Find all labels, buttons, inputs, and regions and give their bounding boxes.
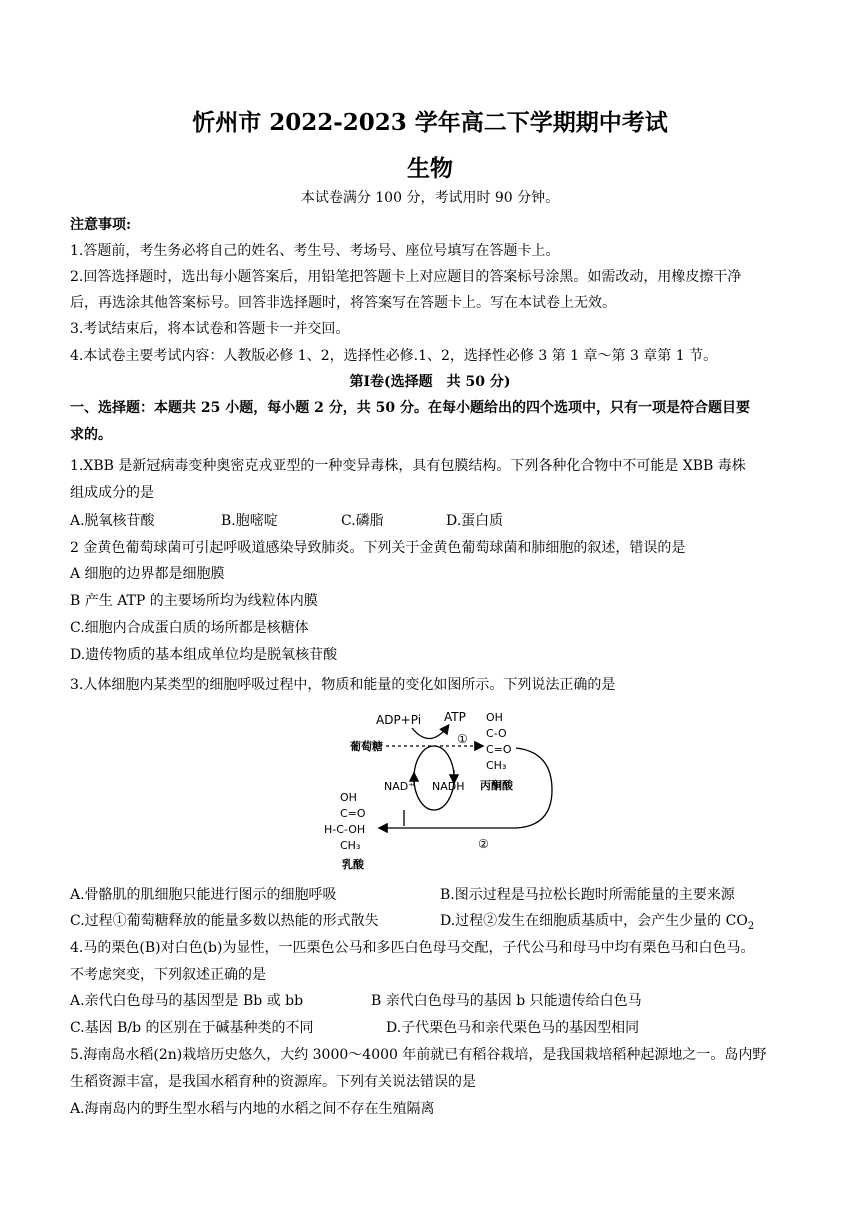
q1-option-b: B.胞嘧啶	[221, 513, 278, 529]
pyruvate-label: 丙酮酸	[480, 779, 513, 792]
q1-option-d: D.蛋白质	[446, 513, 504, 529]
step2-label: ②	[478, 837, 489, 851]
q5-option-a: A.海南岛内的野生型水稻与内地的水稻之间不存在生殖隔离	[70, 1101, 435, 1117]
q4-option-d: D.子代栗色马和亲代栗色马的基因型相同	[386, 1020, 640, 1036]
q1-option-c: C.磷脂	[341, 513, 384, 529]
q1-stem-b: 组成成分的是	[70, 485, 154, 501]
q4-stem-a: 4.马的栗色(B)对白色(b)为显性，一匹栗色公马和多匹白色母马交配，子代公马和母马中均有栗色马和白色马。	[70, 940, 755, 956]
q4-stem-b: 不考虑突变，下列叙述正确的是	[70, 967, 266, 983]
q1-option-a: A.脱氧核苷酸	[70, 513, 155, 529]
notes-heading: 注意事项:	[70, 217, 132, 233]
q2-option-c: C.细胞内合成蛋白质的场所都是核糖体	[70, 620, 309, 636]
q4-option-c: C.基因 B/b 的区别在于碱基种类的不同	[70, 1020, 314, 1036]
q3-option-b: B.图示过程是马拉松长跑时所需能量的主要来源	[440, 887, 735, 903]
atp-arrow	[412, 726, 448, 739]
section-title: 第Ⅰ卷(选择题 共 50 分)	[349, 374, 511, 390]
adp-label: ADP+Pi	[376, 713, 422, 727]
q3-option-a: A.骨骼肌的肌细胞只能进行图示的细胞呼吸	[70, 887, 337, 903]
q2-option-a: A 细胞的边界都是细胞膜	[70, 566, 225, 582]
q5-stem-a: 5.海南岛水稻(2n)栽培历史悠久，大约 3000～4000 年前就已有稻谷栽培，是我国栽培稻种起源地之一。岛内野	[70, 1047, 767, 1063]
pyruvate-c-eq-o: C=O	[486, 743, 512, 756]
step1-label: ①	[457, 732, 468, 746]
lactate-ch3: CH₃	[340, 839, 361, 852]
subject-title: 生物	[407, 155, 453, 182]
nad-cycle	[414, 746, 454, 810]
note-2b: 后，再选涂其他答案标号。回答非选择题时，将答案写在答题卡上。写在本试卷上无效。	[70, 295, 616, 311]
q2-stem: 2 金黄色葡萄球菌可引起呼吸道感染导致肺炎。下列关于金黄色葡萄球菌和肺细胞的叙述，错误的是	[70, 540, 686, 556]
q3-option-c: C.过程①葡萄糖释放的能量多数以热能的形式散失	[70, 913, 379, 929]
q3-option-d: D.过程②发生在细胞质基质中，会产生少量的 $CO_2$	[440, 913, 755, 932]
lactate-oh: OH	[340, 791, 357, 804]
exam-info: 本试卷满分 100 分，考试用时 90 分钟。	[300, 190, 560, 206]
nad-label: NAD⁺	[384, 780, 415, 793]
note-2a: 2.回答选择题时，选出每小题答案后，用铅笔把答题卡上对应题目的答案标号涂黑。如需改动，用橡皮擦干净	[70, 269, 742, 285]
exam-title: 忻州市 2022-2023 学年高二下学期期中考试	[192, 109, 668, 136]
respiration-diagram	[320, 700, 560, 880]
pyruvate-c-o: C-O	[486, 727, 507, 740]
glucose-label: 葡萄糖	[350, 740, 383, 753]
q4-option-a: A.亲代白色母马的基因型是 Bb 或 bb	[70, 993, 304, 1009]
pyruvate-oh: OH	[486, 711, 503, 724]
note-3: 3.考试结束后，将本试卷和答题卡一并交回。	[70, 321, 350, 337]
lactate-c-o: C=O	[340, 807, 366, 820]
q2-option-d: D.遗传物质的基本组成单位均是脱氧核苷酸	[70, 647, 338, 663]
nadh-label: NADH	[432, 780, 465, 793]
pyruvate-ch3: CH₃	[486, 759, 507, 772]
q5-stem-b: 生稻资源丰富，是我国水稻育种的资源库。下列有关说法错误的是	[70, 1074, 476, 1090]
section-intro-a: 一、选择题：本题共 25 小题，每小题 2 分，共 50 分。在每小题给出的四个选项中，只有一项是符合题目要	[70, 400, 750, 416]
lactate-h-c-oh: H-C-OH	[324, 823, 366, 836]
atp-label: ATP	[444, 710, 466, 724]
lactate-label: 乳酸	[342, 858, 364, 871]
section-intro-b: 求的。	[70, 427, 112, 443]
q3-stem: 3.人体细胞内某类型的细胞呼吸过程中，物质和能量的变化如图所示。下列说法正确的是	[70, 677, 616, 693]
note-1: 1.答题前，考生务必将自己的姓名、考生号、考场号、座位号填写在答题卡上。	[70, 243, 560, 259]
q4-option-b: B 亲代白色母马的基因 b 只能遗传给白色马	[371, 993, 642, 1009]
q2-option-b: B 产生 ATP 的主要场所均为线粒体内膜	[70, 593, 318, 609]
note-4: 4.本试卷主要考试内容：人教版必修 1、2，选择性必修.1、2，选择性必修 3 第 1 章～第 3 章第 1 节。	[70, 348, 718, 364]
q1-stem-a: 1.XBB 是新冠病毒变种奥密克戎亚型的一种变异毒株，具有包膜结构。下列各种化合物中不可能是 XBB 毒株	[70, 458, 746, 474]
